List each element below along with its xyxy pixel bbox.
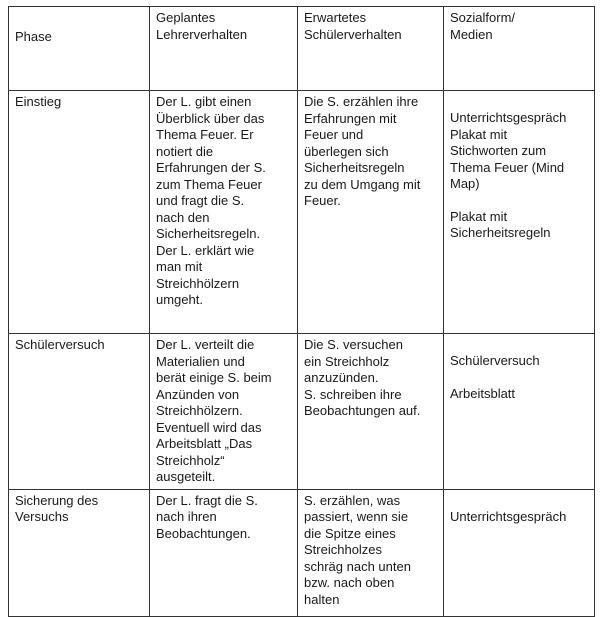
lesson-plan-table [8, 6, 595, 617]
phase-cell: Sicherung des Versuchs [9, 489, 150, 616]
header-teacher-behavior: Geplantes Lehrerverhalten [150, 7, 298, 91]
media-entry: Plakat mit Sicherheitsregeln [450, 208, 551, 240]
student-cell: Die S. erzählen ihre Erfahrungen mit Feuer und überlegen sich Sicherheitsregeln zu dem Umgang mit Feuer. [298, 91, 444, 334]
media-cell [444, 334, 595, 490]
header-social-form-media: Sozialform/ Medien [444, 7, 595, 91]
media-cell [444, 489, 595, 616]
media-cell [444, 91, 595, 334]
table-header-row [9, 7, 595, 91]
media-entry: Arbeitsblatt [450, 385, 516, 401]
phase-cell: Einstieg [9, 91, 150, 334]
table-row [9, 334, 595, 490]
student-cell: Die S. versuchen ein Streichholz anzuzünden. S. schreiben ihre Beobachtungen auf. [298, 334, 444, 490]
teacher-cell: Der L. gibt einen Überblick über das Thema Feuer. Er notiert die Erfahrungen der S. zum Thema Feuer und fragt die S. nach den Sicherheitsregeln. Der L. erklärt wie man mit Streichhölzern umgeht. [150, 91, 298, 334]
phase-cell: Schülerversuch [9, 334, 150, 490]
media-entry: Unterrichtsgespräch Plakat mit Stichworten zum Thema Feuer (Mind Map) [450, 110, 567, 191]
table-row [9, 91, 595, 334]
teacher-cell: Der L. verteilt die Materialien und berät einige S. beim Anzünden von Streichhölzern. Eventuell wird das Arbeitsblatt „Das Streichholz“ ausgeteilt. [150, 334, 298, 490]
media-entry: Schülerversuch [450, 353, 540, 368]
student-cell: S. erzählen, was passiert, wenn sie die Spitze eines Streichholzes schräg nach unten bzw. nach oben halten [298, 489, 444, 616]
table-row [9, 489, 595, 616]
header-phase: Phase [9, 7, 150, 91]
teacher-cell: Der L. fragt die S. nach ihren Beobachtungen. [150, 489, 298, 616]
media-entry: Unterrichtsgespräch [450, 508, 567, 524]
header-student-behavior: Erwartetes Schülerverhalten [298, 7, 444, 91]
